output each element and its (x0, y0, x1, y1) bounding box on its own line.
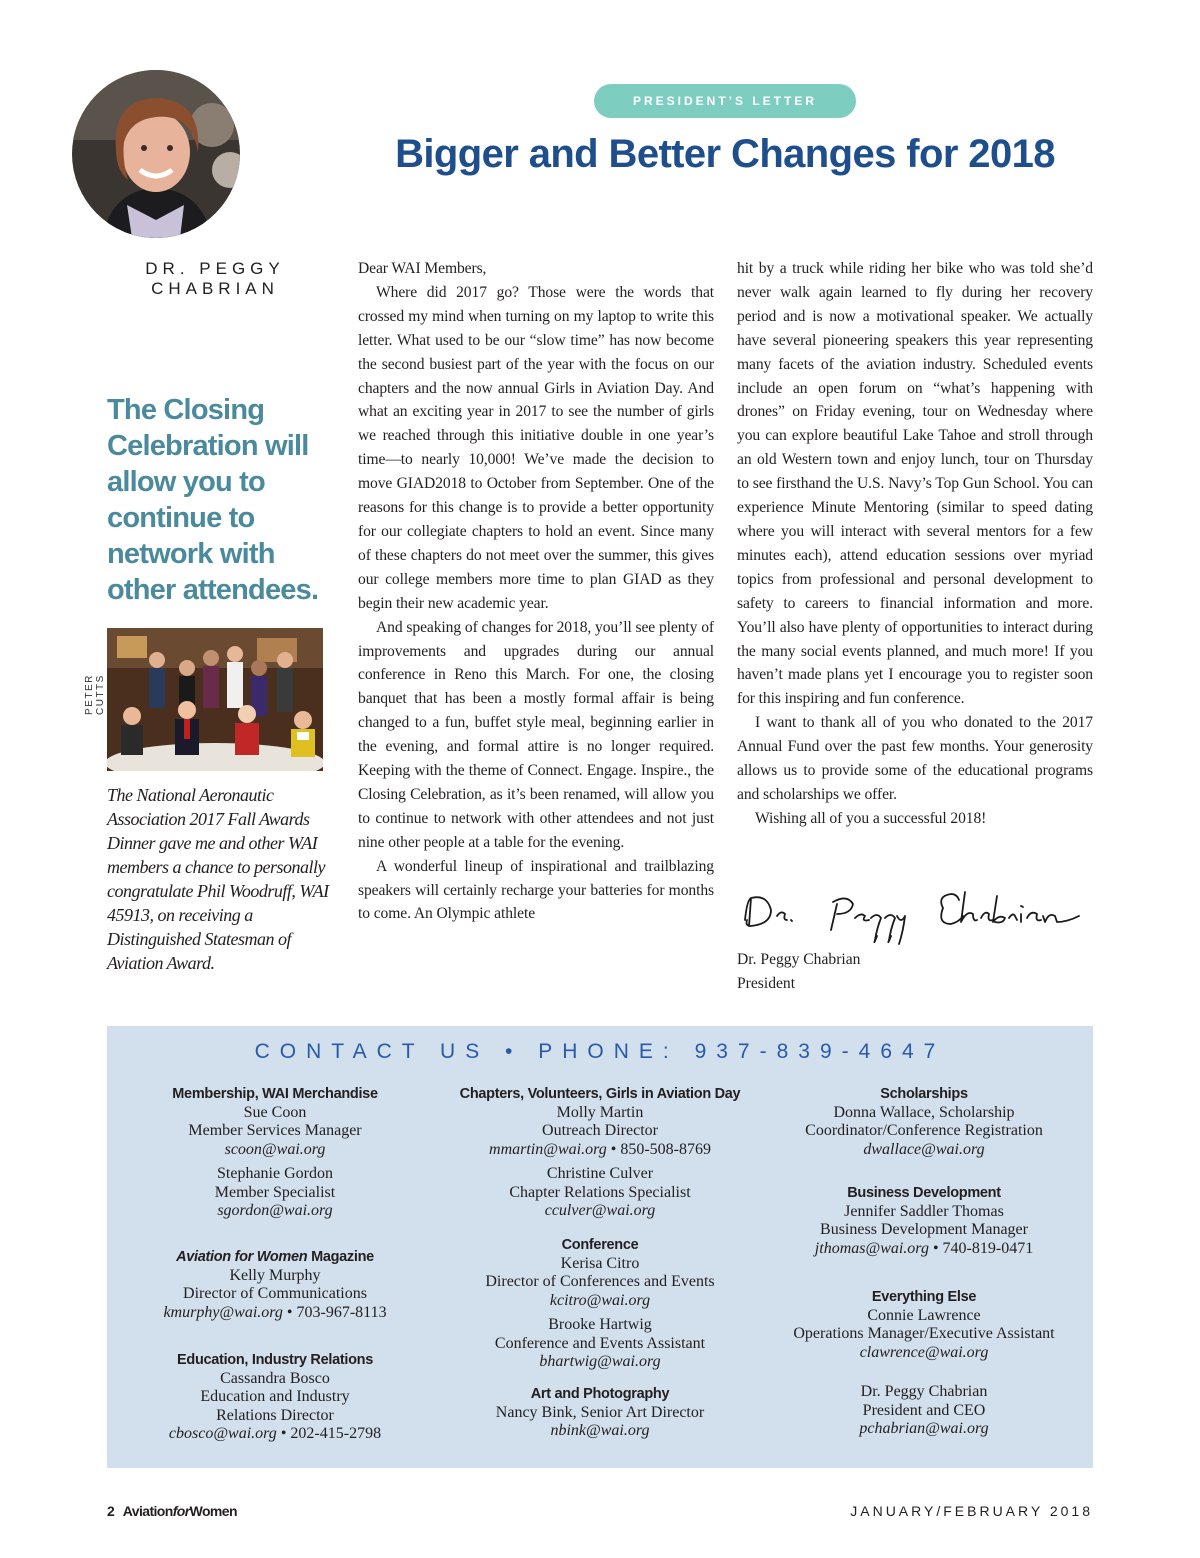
page-title: Bigger and Better Changes for 2018 (395, 132, 1055, 176)
contact-business (774, 1184, 1074, 1258)
letter-column-1 (358, 257, 714, 926)
contact-email[interactable]: scoon@wai.org (224, 1140, 326, 1158)
contact-group-heading: Art and Photography (530, 1386, 670, 1402)
contact-email[interactable]: sgordon@wai.org (217, 1202, 333, 1219)
contact-chapters (440, 1085, 760, 1221)
contact-president (774, 1383, 1074, 1439)
contact-email[interactable]: pchabrian@wai.org (859, 1420, 989, 1437)
contact-group-heading: Business Development (847, 1185, 1001, 1201)
contact-magazine (125, 1248, 425, 1322)
logo-part: Women (189, 1503, 237, 1519)
contact-membership (125, 1085, 425, 1221)
author-caption: DR. PEGGY CHABRIAN (145, 259, 285, 298)
contact-title: Business Development Manager (820, 1221, 1028, 1238)
photo-caption: The National Aeronautic Association 2017 Fall Awards Dinner gave me and other WAI members a chance to personally congratulate Phil Woodruff, WAI 45913, on receiving a Distinguished Statesman of Aviation Award. (107, 785, 329, 973)
contact-group-heading: Membership, WAI Merchandise (172, 1086, 378, 1102)
letter-column-2 (737, 257, 1093, 831)
paragraph: hit by a truck while riding her bike who was told she’d never walk again learned to fly during her recovery period and is now a motivational speaker. We actually have several pioneering speakers this year representing many facets of the aviation industry. Scheduled events include an open forum on “what’s happening with drones” on Friday evening, tour on Wednesday where you can explore beautiful Lake Tahoe and stroll through an old Western town and enjoy lunch, tour on Thursday to see firsthand the U.S. Navy’s Top Gun School. You can experience Minute Mentoring (similar to speed dating where you will interact with several mentors for a few minutes each), attend education sessions over myriad topics from professional and personal development to safety to careers to financial information and more. You’ll also have plenty of opportunities to interact during the many social events planned, and much more! If you haven’t made plans yet I encourage you to register soon for this inspiring and fun conference. (737, 260, 1093, 708)
contact-group-heading (125, 1248, 425, 1267)
contact-phone[interactable]: 740-819-0471 (942, 1239, 1034, 1257)
section-label: PRESIDENT’S LETTER (594, 84, 856, 118)
bullet: • (286, 1303, 293, 1321)
contact-name: Jennifer Saddler Thomas (844, 1202, 1004, 1220)
contact-group-heading: Education, Industry Relations (177, 1352, 373, 1368)
contact-email[interactable]: cculver@wai.org (544, 1202, 656, 1219)
contact-name: Sue Coon (243, 1103, 307, 1121)
contact-name: Nancy Bink, Senior Art Director (495, 1403, 705, 1421)
contact-title: Chapter Relations Specialist (509, 1183, 691, 1201)
heading-suffix: Magazine (307, 1249, 374, 1265)
contact-email[interactable]: jthomas@wai.org (814, 1239, 929, 1257)
contact-everything-else (774, 1288, 1074, 1362)
contact-heading: CONTACT US • PHONE: 937-839-4647 (254, 1040, 946, 1063)
paragraph: I want to thank all of you who donated to the 2017 Annual Fund over the past few months. Your generosity allows us to provide some of the educational programs and scholarships we offer. (737, 714, 1093, 803)
bullet: • (932, 1239, 939, 1257)
paragraph: A wonderful lineup of inspirational and trailblazing speakers will certainly recharge your batteries for months to come. An Olympic athlete (358, 857, 714, 923)
contact-name: Brooke Hartwig (548, 1316, 652, 1333)
contact-title: President and CEO (862, 1401, 986, 1419)
contact-email[interactable]: kcitro@wai.org (549, 1291, 651, 1309)
contact-group-heading: Everything Else (871, 1289, 977, 1305)
contact-name: Connie Lawrence (867, 1306, 981, 1324)
contact-title: Conference and Events Assistant (494, 1334, 706, 1352)
contact-phone[interactable]: 202-415-2798 (290, 1425, 382, 1442)
contact-email[interactable]: bhartwig@wai.org (539, 1353, 661, 1370)
contact-name: Kerisa Citro (560, 1254, 640, 1272)
contact-phone[interactable]: 703-967-8113 (296, 1303, 387, 1321)
contact-title: Director of Conferences and Events (485, 1273, 715, 1290)
magazine-logo (123, 1503, 237, 1519)
contact-education (125, 1351, 425, 1444)
paragraph: And speaking of changes for 2018, you’ll see plenty of improvements and upgrades during our annual conference in Reno this March. For one, the closing banquet that has been a mostly formal affair is being changed to a fun, buffet style meal, beginning earlier in the evening, and formal attire is no longer required. Keeping with the theme of Connect. Engage. Inspire., the Closing Celebration, as it’s been renamed, will allow you to continue to network with other attendees and not just nine other people at a table for the evening. (358, 618, 714, 851)
contact-group-heading: Chapters, Volunteers, Girls in Aviation Day (459, 1086, 741, 1102)
contact-email[interactable]: clawrence@wai.org (859, 1343, 989, 1361)
paragraph: Where did 2017 go? Those were the words that crossed my mind when turning on my laptop to write this letter. What used to be our “slow time” has now become the second busiest part of the year with the focus on our chapters and the now annual Girls in Aviation Day. And what an exciting year in 2017 to see the number of girls we reached through this initiative double in one year’s time—to nearly 10,000! We’ve made the decision to move GIAD2018 to October from September. One of the reasons for this change is to provide a better opportunity for our collegiate chapters to hold an event. Since many of these chapters do not meet over the summer, this gives our college members more time to plan GIAD as they begin their new academic year. (358, 283, 714, 612)
author-portrait (72, 70, 240, 238)
contact-title: Education and Industry (200, 1388, 350, 1405)
contact-name: Kelly Murphy (229, 1266, 321, 1284)
handwritten-signature (737, 880, 1097, 950)
salutation: Dear WAI Members, (358, 260, 487, 277)
contact-email[interactable]: kmurphy@wai.org (163, 1303, 283, 1321)
contact-title: Coordinator/Conference Registration (805, 1122, 1043, 1139)
contact-email[interactable]: nbink@wai.org (550, 1422, 650, 1439)
logo-part: for (172, 1503, 190, 1519)
contact-conference (440, 1236, 760, 1372)
issue-date: JANUARY/FEBRUARY 2018 (850, 1503, 1093, 1519)
signer-title: President (737, 975, 796, 992)
contact-name: Molly Martin (556, 1103, 644, 1121)
contact-email[interactable]: mmartin@wai.org (489, 1140, 607, 1158)
page-folio (107, 1503, 237, 1519)
contact-name: Dr. Peggy Chabrian (860, 1383, 988, 1400)
awards-dinner-photo (107, 628, 323, 771)
contact-title: Member Specialist (214, 1183, 336, 1201)
contact-phone[interactable]: 850-508-8769 (620, 1140, 711, 1158)
bullet: • (610, 1140, 617, 1158)
contact-title: Relations Director (216, 1406, 334, 1424)
bullet: • (280, 1425, 287, 1442)
contact-title: Member Services Manager (188, 1122, 362, 1139)
contact-name: Cassandra Bosco (220, 1369, 330, 1387)
contact-email[interactable]: cbosco@wai.org (168, 1425, 277, 1442)
contact-group-heading: Scholarships (880, 1086, 968, 1102)
signature-block (737, 948, 1037, 996)
contact-name: Donna Wallace, Scholarship (833, 1103, 1015, 1121)
contact-title: Director of Communications (183, 1285, 367, 1302)
paragraph: Wishing all of you a successful 2018! (755, 809, 987, 827)
page-number: 2 (107, 1503, 115, 1519)
logo-part: Aviation (122, 1503, 173, 1519)
contact-name: Stephanie Gordon (217, 1165, 333, 1182)
magazine-name: Aviation for Women (176, 1249, 308, 1265)
signer-name: Dr. Peggy Chabrian (737, 951, 861, 968)
contact-art (440, 1385, 760, 1441)
contact-email[interactable]: dwallace@wai.org (863, 1140, 985, 1158)
photo-credit: PETER CUTTS (84, 674, 106, 715)
contact-title: Operations Manager/Executive Assistant (793, 1325, 1055, 1342)
pull-quote: The Closing Celebration will allow you to continue to network with other attendees. (107, 394, 319, 606)
contact-name: Christine Culver (546, 1165, 654, 1182)
contact-scholarships (774, 1085, 1074, 1159)
contact-group-heading: Conference (561, 1237, 639, 1253)
contact-title: Outreach Director (542, 1122, 658, 1139)
